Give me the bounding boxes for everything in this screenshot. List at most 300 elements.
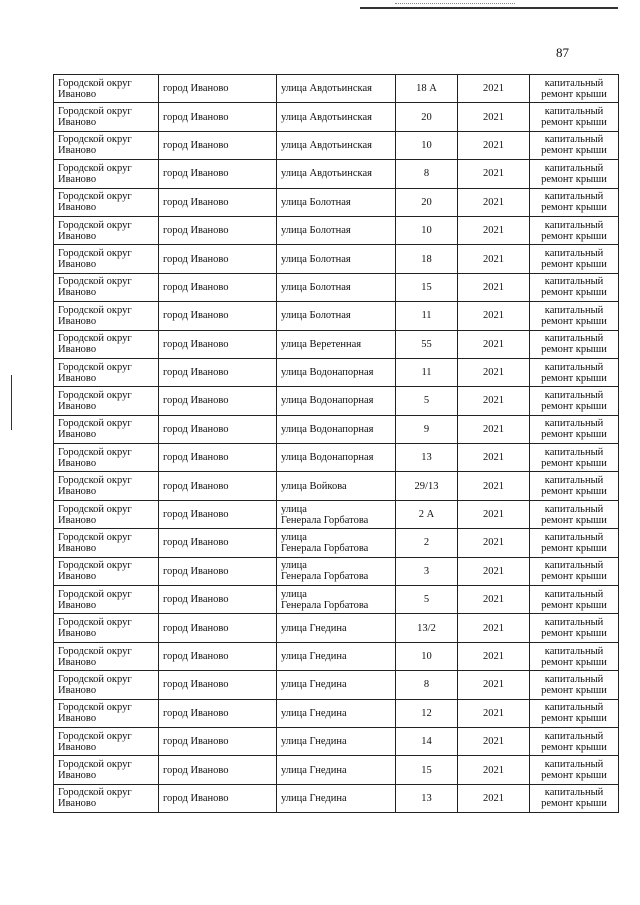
city-cell: город Иваново (159, 358, 277, 386)
work-line2: ремонт крыши (541, 429, 607, 441)
house-cell: 5 (396, 586, 458, 614)
house-cell: 13 (396, 444, 458, 472)
district-line2: Иваново (58, 259, 97, 271)
work-line1: капитальный (544, 106, 604, 118)
district-cell (54, 557, 159, 585)
street-cell (277, 756, 396, 784)
work-type-cell (530, 671, 619, 699)
work-line1: капитальный (544, 645, 604, 657)
street-cell (277, 415, 396, 443)
year-cell: 2021 (458, 756, 530, 784)
table-row (54, 500, 619, 528)
work-line1: капитальный (544, 446, 604, 458)
table-row (54, 273, 619, 301)
house-cell: 10 (396, 131, 458, 159)
year-cell: 2021 (458, 500, 530, 528)
work-type-cell (530, 472, 619, 500)
house-cell: 29/13 (396, 472, 458, 500)
district-line1: Городской округ (58, 106, 132, 118)
work-line1: капитальный (544, 248, 604, 260)
district-line1: Городской округ (58, 673, 132, 685)
table-body (54, 75, 619, 813)
street-cell (277, 131, 396, 159)
district-cell (54, 245, 159, 273)
table-row (54, 671, 619, 699)
city-cell: город Иваново (159, 642, 277, 670)
street-cell (277, 216, 396, 244)
work-line2: ремонт крыши (541, 656, 607, 668)
district-line1: Городской округ (58, 531, 132, 543)
street-line1: улица Болотная (281, 281, 351, 293)
work-line2: ремонт крыши (541, 628, 607, 640)
work-line1: капитальный (544, 304, 604, 316)
city-cell: город Иваново (159, 529, 277, 557)
house-cell: 10 (396, 642, 458, 670)
street-line2: Генерала Горбатова (281, 514, 369, 526)
district-line1: Городской округ (58, 730, 132, 742)
street-line1: улица Гнедина (281, 764, 347, 776)
street-line1: улица Веретенная (281, 338, 362, 350)
work-line1: капитальный (544, 77, 604, 89)
street-cell (277, 472, 396, 500)
street-line1: улица Гнедина (281, 736, 347, 748)
district-line1: Городской округ (58, 588, 132, 600)
table-row (54, 103, 619, 131)
street-cell (277, 500, 396, 528)
work-line1: капитальный (544, 389, 604, 401)
district-line2: Иваново (58, 599, 97, 611)
work-line2: ремонт крыши (541, 230, 607, 242)
work-line1: капитальный (544, 162, 604, 174)
district-line2: Иваново (58, 315, 97, 327)
district-line1: Городской округ (58, 77, 132, 89)
district-cell (54, 387, 159, 415)
work-type-cell (530, 245, 619, 273)
district-line1: Городской округ (58, 389, 132, 401)
city-cell: город Иваново (159, 614, 277, 642)
street-line1: улица (281, 531, 307, 543)
year-cell: 2021 (458, 216, 530, 244)
work-line1: капитальный (544, 475, 604, 487)
street-cell (277, 444, 396, 472)
district-cell (54, 727, 159, 755)
table-row (54, 188, 619, 216)
work-line2: ремонт крыши (541, 315, 607, 327)
street-line1: улица Болотная (281, 196, 351, 208)
district-cell (54, 444, 159, 472)
house-cell: 12 (396, 699, 458, 727)
work-line1: капитальный (544, 333, 604, 345)
table-row (54, 614, 619, 642)
street-line2: Генерала Горбатова (281, 599, 369, 611)
work-line2: ремонт крыши (541, 400, 607, 412)
work-line1: капитальный (544, 191, 604, 203)
house-cell: 18 (396, 245, 458, 273)
work-type-cell (530, 699, 619, 727)
table-row (54, 387, 619, 415)
district-cell (54, 614, 159, 642)
work-type-cell (530, 216, 619, 244)
work-type-cell (530, 273, 619, 301)
work-type-cell (530, 444, 619, 472)
work-type-cell (530, 160, 619, 188)
work-line2: ремонт крыши (541, 514, 607, 526)
work-type-cell (530, 784, 619, 812)
district-line2: Иваново (58, 656, 97, 668)
house-cell: 20 (396, 103, 458, 131)
work-type-cell (530, 529, 619, 557)
street-line1: улица Болотная (281, 310, 351, 322)
year-cell: 2021 (458, 586, 530, 614)
work-line2: ремонт крыши (541, 770, 607, 782)
house-cell: 8 (396, 160, 458, 188)
table-row (54, 415, 619, 443)
work-line2: ремонт крыши (541, 486, 607, 498)
table-row (54, 472, 619, 500)
street-cell (277, 529, 396, 557)
city-cell: город Иваново (159, 245, 277, 273)
city-cell: город Иваново (159, 586, 277, 614)
work-type-cell (530, 131, 619, 159)
work-type-cell (530, 614, 619, 642)
margin-mark (11, 375, 12, 430)
street-cell (277, 358, 396, 386)
work-line2: ремонт крыши (541, 344, 607, 356)
street-cell (277, 586, 396, 614)
house-cell: 15 (396, 273, 458, 301)
work-line2: ремонт крыши (541, 798, 607, 810)
city-cell: город Иваново (159, 103, 277, 131)
table-row (54, 358, 619, 386)
street-cell (277, 727, 396, 755)
work-line2: ремонт крыши (541, 117, 607, 129)
table-row (54, 302, 619, 330)
district-line1: Городской округ (58, 333, 132, 345)
city-cell: город Иваново (159, 472, 277, 500)
table-row (54, 642, 619, 670)
house-cell: 11 (396, 302, 458, 330)
year-cell: 2021 (458, 188, 530, 216)
district-cell (54, 188, 159, 216)
street-line1: улица Гнедина (281, 622, 347, 634)
work-line1: капитальный (544, 759, 604, 771)
district-cell (54, 216, 159, 244)
work-line1: капитальный (544, 588, 604, 600)
street-line1: улица Войкова (281, 480, 347, 492)
street-cell (277, 330, 396, 358)
district-line2: Иваново (58, 457, 97, 469)
work-line1: капитальный (544, 787, 604, 799)
district-line1: Городской округ (58, 134, 132, 146)
street-cell (277, 273, 396, 301)
work-line2: ремонт крыши (541, 259, 607, 271)
work-line1: капитальный (544, 219, 604, 231)
work-type-cell (530, 756, 619, 784)
district-line2: Иваново (58, 117, 97, 129)
table-row (54, 557, 619, 585)
work-type-cell (530, 727, 619, 755)
district-cell (54, 671, 159, 699)
year-cell: 2021 (458, 131, 530, 159)
work-line1: капитальный (544, 702, 604, 714)
district-cell (54, 415, 159, 443)
district-line1: Городской округ (58, 361, 132, 373)
street-line1: улица Гнедина (281, 792, 347, 804)
street-cell (277, 160, 396, 188)
table-row (54, 216, 619, 244)
year-cell: 2021 (458, 557, 530, 585)
work-line1: капитальный (544, 361, 604, 373)
city-cell: город Иваново (159, 699, 277, 727)
city-cell: город Иваново (159, 415, 277, 443)
district-cell (54, 529, 159, 557)
city-cell: город Иваново (159, 131, 277, 159)
house-cell: 11 (396, 358, 458, 386)
year-cell: 2021 (458, 642, 530, 670)
district-line2: Иваново (58, 88, 97, 100)
district-cell (54, 302, 159, 330)
work-type-cell (530, 642, 619, 670)
year-cell: 2021 (458, 103, 530, 131)
district-line1: Городской округ (58, 702, 132, 714)
district-cell (54, 75, 159, 103)
work-line1: капитальный (544, 503, 604, 515)
house-cell: 10 (396, 216, 458, 244)
house-cell: 55 (396, 330, 458, 358)
work-line1: капитальный (544, 673, 604, 685)
district-cell (54, 586, 159, 614)
district-line2: Иваново (58, 486, 97, 498)
district-line2: Иваново (58, 173, 97, 185)
year-cell: 2021 (458, 472, 530, 500)
district-line1: Городской округ (58, 503, 132, 515)
city-cell: город Иваново (159, 160, 277, 188)
district-line1: Городской округ (58, 276, 132, 288)
year-cell: 2021 (458, 245, 530, 273)
work-type-cell (530, 103, 619, 131)
work-line2: ремонт крыши (541, 88, 607, 100)
street-cell (277, 784, 396, 812)
work-type-cell (530, 75, 619, 103)
street-cell (277, 188, 396, 216)
house-cell: 2 (396, 529, 458, 557)
house-cell: 14 (396, 727, 458, 755)
work-type-cell (530, 330, 619, 358)
district-line1: Городской округ (58, 162, 132, 174)
street-line1: улица Гнедина (281, 707, 347, 719)
year-cell: 2021 (458, 529, 530, 557)
district-cell (54, 160, 159, 188)
district-cell (54, 358, 159, 386)
house-cell: 3 (396, 557, 458, 585)
work-type-cell (530, 415, 619, 443)
work-line1: капитальный (544, 134, 604, 146)
street-line1: улица Болотная (281, 225, 351, 237)
street-line1: улица Водонапорная (281, 452, 374, 464)
district-cell (54, 273, 159, 301)
table-row (54, 444, 619, 472)
city-cell: город Иваново (159, 273, 277, 301)
year-cell: 2021 (458, 387, 530, 415)
top-dotted-rule (395, 3, 515, 4)
year-cell: 2021 (458, 614, 530, 642)
district-line2: Иваново (58, 514, 97, 526)
work-line2: ремонт крыши (541, 173, 607, 185)
work-line1: капитальный (544, 531, 604, 543)
street-line1: улица Болотная (281, 253, 351, 265)
table-row (54, 699, 619, 727)
year-cell: 2021 (458, 727, 530, 755)
work-line2: ремонт крыши (541, 599, 607, 611)
year-cell: 2021 (458, 160, 530, 188)
work-type-cell (530, 387, 619, 415)
table-row (54, 529, 619, 557)
street-cell (277, 387, 396, 415)
street-cell (277, 75, 396, 103)
work-line2: ремонт крыши (541, 684, 607, 696)
district-line1: Городской округ (58, 560, 132, 572)
district-cell (54, 642, 159, 670)
table-row (54, 727, 619, 755)
district-line1: Городской округ (58, 219, 132, 231)
table-row (54, 586, 619, 614)
street-line1: улица Авдотьинская (281, 111, 372, 123)
city-cell: город Иваново (159, 671, 277, 699)
table-row (54, 160, 619, 188)
work-line2: ремонт крыши (541, 372, 607, 384)
district-cell (54, 330, 159, 358)
district-line2: Иваново (58, 571, 97, 583)
district-cell (54, 699, 159, 727)
street-line1: улица (281, 503, 307, 515)
top-rule (360, 7, 618, 9)
district-line1: Городской округ (58, 248, 132, 260)
district-line2: Иваново (58, 202, 97, 214)
district-line2: Иваново (58, 400, 97, 412)
house-cell: 8 (396, 671, 458, 699)
street-line1: улица Водонапорная (281, 367, 374, 379)
city-cell: город Иваново (159, 557, 277, 585)
house-cell: 2 А (396, 500, 458, 528)
house-cell: 13/2 (396, 614, 458, 642)
city-cell: город Иваново (159, 500, 277, 528)
district-line2: Иваново (58, 145, 97, 157)
work-line2: ремонт крыши (541, 287, 607, 299)
work-line2: ремонт крыши (541, 202, 607, 214)
district-line1: Городской округ (58, 759, 132, 771)
table-row (54, 330, 619, 358)
street-line1: улица Авдотьинская (281, 168, 372, 180)
street-cell (277, 302, 396, 330)
district-line2: Иваново (58, 542, 97, 554)
house-cell: 15 (396, 756, 458, 784)
street-line1: улица Авдотьинская (281, 83, 372, 95)
house-cell: 5 (396, 387, 458, 415)
city-cell: город Иваново (159, 188, 277, 216)
street-cell (277, 103, 396, 131)
work-line1: капитальный (544, 276, 604, 288)
district-line2: Иваново (58, 628, 97, 640)
work-line1: капитальный (544, 617, 604, 629)
district-cell (54, 103, 159, 131)
year-cell: 2021 (458, 444, 530, 472)
year-cell: 2021 (458, 671, 530, 699)
table-row (54, 756, 619, 784)
street-line2: Генерала Горбатова (281, 571, 369, 583)
work-line2: ремонт крыши (541, 571, 607, 583)
district-cell (54, 756, 159, 784)
street-cell (277, 671, 396, 699)
year-cell: 2021 (458, 273, 530, 301)
work-line2: ремонт крыши (541, 457, 607, 469)
district-cell (54, 784, 159, 812)
work-line1: капитальный (544, 418, 604, 430)
district-line1: Городской округ (58, 475, 132, 487)
work-type-cell (530, 500, 619, 528)
year-cell: 2021 (458, 75, 530, 103)
district-line2: Иваново (58, 372, 97, 384)
house-cell: 13 (396, 784, 458, 812)
work-type-cell (530, 358, 619, 386)
table-row (54, 245, 619, 273)
table-row (54, 75, 619, 103)
street-cell (277, 642, 396, 670)
district-line1: Городской округ (58, 418, 132, 430)
city-cell: город Иваново (159, 216, 277, 244)
district-cell (54, 472, 159, 500)
district-line2: Иваново (58, 770, 97, 782)
table-row (54, 131, 619, 159)
city-cell: город Иваново (159, 784, 277, 812)
street-line1: улица Гнедина (281, 651, 347, 662)
work-line2: ремонт крыши (541, 713, 607, 725)
city-cell: город Иваново (159, 387, 277, 415)
address-table (53, 74, 619, 813)
district-line1: Городской округ (58, 304, 132, 316)
district-line2: Иваново (58, 230, 97, 242)
district-line2: Иваново (58, 344, 97, 356)
year-cell: 2021 (458, 415, 530, 443)
house-cell: 9 (396, 415, 458, 443)
city-cell: город Иваново (159, 444, 277, 472)
work-type-cell (530, 302, 619, 330)
district-line2: Иваново (58, 287, 97, 299)
district-line2: Иваново (58, 684, 97, 696)
work-line2: ремонт крыши (541, 741, 607, 753)
street-line1: улица Авдотьинская (281, 139, 372, 151)
work-type-cell (530, 188, 619, 216)
district-cell (54, 500, 159, 528)
house-cell: 18 А (396, 75, 458, 103)
street-line1: улица Гнедина (281, 679, 347, 691)
street-cell (277, 614, 396, 642)
street-cell (277, 245, 396, 273)
house-cell: 20 (396, 188, 458, 216)
street-line1: улица (281, 560, 307, 572)
city-cell: город Иваново (159, 727, 277, 755)
city-cell: город Иваново (159, 330, 277, 358)
street-line1: улица Водонапорная (281, 423, 374, 435)
work-line2: ремонт крыши (541, 145, 607, 157)
district-line1: Городской округ (58, 191, 132, 203)
work-line1: капитальный (544, 730, 604, 742)
district-line2: Иваново (58, 741, 97, 753)
street-cell (277, 699, 396, 727)
street-line1: улица (281, 588, 307, 600)
district-line1: Городской округ (58, 617, 132, 629)
city-cell: город Иваново (159, 75, 277, 103)
district-cell (54, 131, 159, 159)
